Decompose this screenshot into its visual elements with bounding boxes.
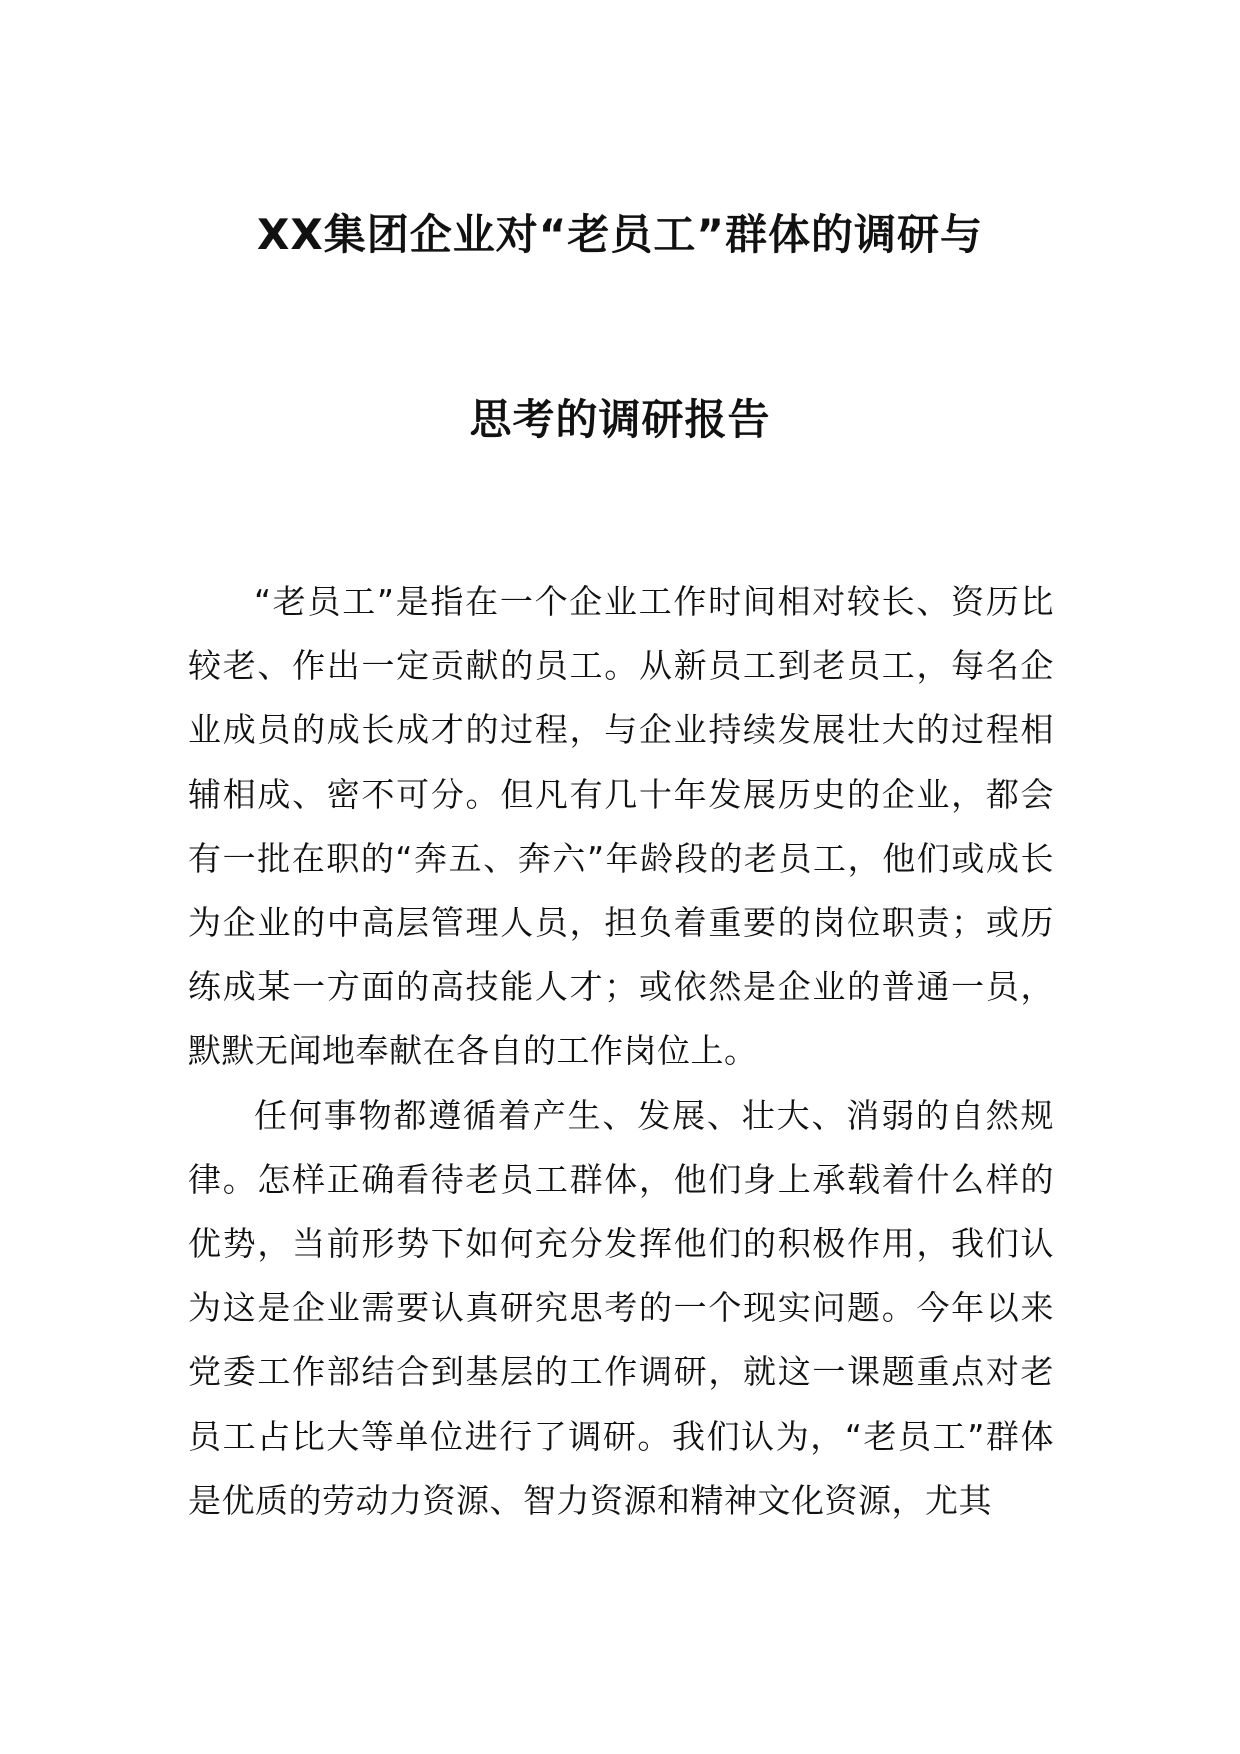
body-paragraph-2: 任何事物都遵循着产生、发展、壮大、消弱的自然规律。怎样正确看待老员工群体，他们身上承载着什么样的优势，当前形势下如何充分发挥他们的积极作用，我们认为这是企业需要认真研究思考的一个现实问题。今年以来党委工作部结合到基层的工作调研，就这一课题重点对老员工占比大等单位进行了调研。我们认为，“老员工”群体是优质的劳动力资源、智力资源和精神文化资源，尤其 <box>188 1095 1054 1520</box>
document-title-line-2: 思考的调研报告 <box>469 395 771 444</box>
body-paragraph-1: “老员工”是指在一个企业工作时间相对较长、资历比较老、作出一定贡献的员工。从新员工到老员工，每名企业成员的成长成才的过程，与企业持续发展壮大的过程相辅相成、密不可分。但凡有几十年发展历史的企业，都会有一批在职的“奔五、奔六”年龄段的老员工，他们或成长为企业的中高层管理人员，担负着重要的岗位职责；或历练成某一方面的高技能人才；或依然是企业的普通一员，默默无闻地奉献在各自的工作岗位上。 <box>188 582 1054 1071</box>
document-body <box>188 570 1054 1533</box>
document-title-line-1: XX集团企业对“老员工”群体的调研与 <box>257 210 983 259</box>
